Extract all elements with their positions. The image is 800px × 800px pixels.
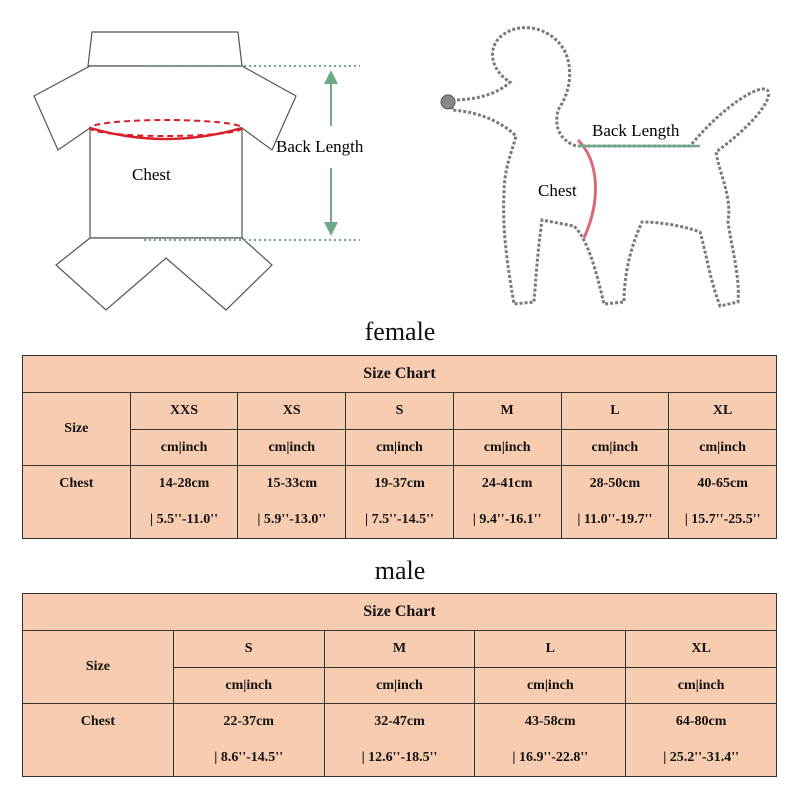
chest-cm: 43-58cm bbox=[525, 714, 576, 729]
female-unit: cm|inch bbox=[346, 430, 454, 466]
chest-cm: 24-41cm bbox=[481, 476, 533, 491]
chest-inch: | 5.9''-13.0'' bbox=[257, 512, 327, 527]
chest-inch: | 9.4''-16.1'' bbox=[472, 512, 542, 527]
male-heading: male bbox=[374, 556, 426, 585]
female-unit: cm|inch bbox=[669, 430, 777, 466]
male-size-name: S bbox=[173, 631, 324, 668]
chest-inch: | 12.6''-18.5'' bbox=[361, 750, 438, 765]
chest-cm: 15-33cm bbox=[266, 476, 318, 491]
female-chest-value bbox=[669, 466, 777, 539]
male-unit: cm|inch bbox=[173, 668, 324, 704]
male-chest-value bbox=[475, 704, 626, 777]
female-size-name: L bbox=[561, 393, 669, 430]
garment-body bbox=[34, 66, 296, 238]
chest-cm: 28-50cm bbox=[589, 476, 641, 491]
female-chest-label: Chest bbox=[23, 466, 131, 539]
garment-diagram bbox=[20, 0, 400, 320]
male-unit: cm|inch bbox=[475, 668, 626, 704]
male-chest-label: Chest bbox=[23, 704, 174, 777]
female-chest-value bbox=[453, 466, 561, 539]
female-table-caption: Size Chart bbox=[23, 356, 777, 393]
dog-chest-label: Chest bbox=[538, 181, 577, 200]
chest-cm: 32-47cm bbox=[374, 714, 425, 729]
female-size-name: XXS bbox=[130, 393, 238, 430]
garment-hind-legs bbox=[56, 238, 272, 310]
dog-nose bbox=[441, 95, 455, 109]
male-size-name: L bbox=[475, 631, 626, 668]
garment-neck bbox=[88, 32, 242, 66]
chest-cm: 64-80cm bbox=[675, 714, 727, 729]
male-unit: cm|inch bbox=[626, 668, 777, 704]
dog-chest-line bbox=[578, 140, 595, 238]
chest-inch: | 8.6''-14.5'' bbox=[214, 750, 284, 765]
chest-cm: 40-65cm bbox=[697, 476, 748, 491]
male-chest-value bbox=[626, 704, 777, 777]
chest-inch: | 25.2''-31.4'' bbox=[663, 750, 739, 765]
male-table-caption: Size Chart bbox=[23, 594, 777, 631]
male-chest-value bbox=[324, 704, 475, 777]
male-size-name: XL bbox=[626, 631, 777, 668]
chest-inch: | 16.9''-22.8'' bbox=[512, 750, 589, 765]
female-unit: cm|inch bbox=[130, 430, 238, 466]
dog-back-length-label: Back Length bbox=[592, 121, 680, 140]
male-size-table bbox=[22, 593, 777, 777]
garment-chest-label: Chest bbox=[132, 165, 171, 184]
chest-cm: 19-37cm bbox=[374, 476, 425, 491]
female-size-label: Size bbox=[23, 393, 131, 466]
female-unit: cm|inch bbox=[453, 430, 561, 466]
female-size-name: S bbox=[346, 393, 454, 430]
male-size-name: M bbox=[324, 631, 475, 668]
female-unit: cm|inch bbox=[561, 430, 669, 466]
chest-inch: | 15.7''-25.5'' bbox=[684, 512, 761, 527]
female-chest-value bbox=[238, 466, 346, 539]
female-size-table bbox=[22, 355, 777, 539]
garment-back-length-label: Back Length bbox=[276, 137, 364, 156]
dog-outline bbox=[452, 28, 769, 306]
female-size-name: M bbox=[453, 393, 561, 430]
chest-inch: | 11.0''-19.7'' bbox=[577, 512, 653, 527]
male-size-label: Size bbox=[23, 631, 174, 704]
female-size-name: XS bbox=[238, 393, 346, 430]
male-chest-value bbox=[173, 704, 324, 777]
chest-cm: 22-37cm bbox=[223, 714, 274, 729]
chest-inch: | 7.5''-14.5'' bbox=[365, 512, 434, 527]
female-chest-value bbox=[130, 466, 238, 539]
female-chest-value bbox=[346, 466, 454, 539]
male-unit: cm|inch bbox=[324, 668, 475, 704]
dog-diagram bbox=[420, 0, 800, 320]
female-chest-value bbox=[561, 466, 669, 539]
female-heading: female bbox=[364, 317, 436, 346]
female-size-name: XL bbox=[669, 393, 777, 430]
chest-cm: 14-28cm bbox=[158, 476, 210, 491]
female-unit: cm|inch bbox=[238, 430, 346, 466]
chest-inch: | 5.5''-11.0'' bbox=[150, 512, 219, 527]
